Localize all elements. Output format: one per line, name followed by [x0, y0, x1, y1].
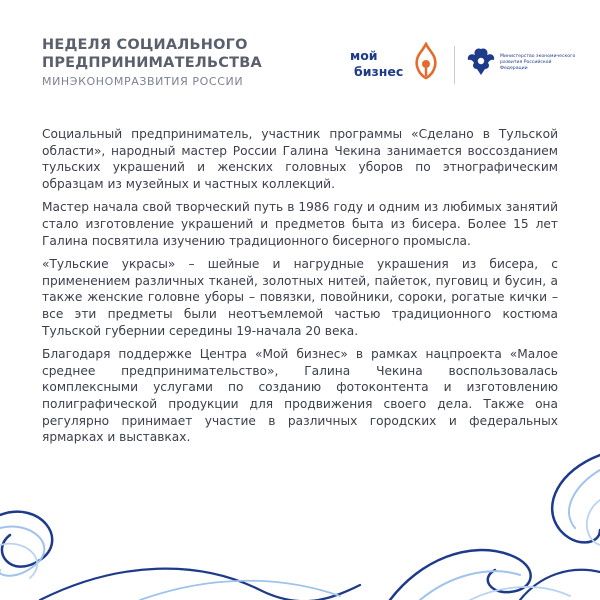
article-paragraph: Мастер начала свой творческий путь в 1986 году и одним из любимых занятий стало изготовление украшений и предметов быта из бисера. Более 15 лет Галина посвятила изучению традиционного бисерного промысла.	[42, 200, 558, 248]
ministry-eagle-emblem-icon	[465, 45, 497, 79]
header-title-line1: НЕДЕЛЯ СОЦИАЛЬНОГО	[42, 37, 248, 53]
header	[42, 36, 262, 88]
moi-biznes-logo-text-top: мой	[350, 48, 378, 63]
moi-biznes-flame-icon	[413, 42, 439, 82]
moi-biznes-logo-text-bottom: бизнес	[354, 64, 404, 79]
header-subtitle: МИНЭКОНОМРАЗВИТИЯ РОССИИ	[42, 75, 244, 88]
ministry-name: Министерство экономического развития Российской Федерации	[500, 54, 576, 71]
article-paragraph: Социальный предприниматель, участник программы «Сделано в Тульской области», народный мастер России Галина Чекина занимается воссозданием тульских украшений и женских головных уборов по этнографическим образцам из музейных и частных коллекций.	[42, 127, 558, 191]
header-title-line2: ПРЕДПРИНИМАТЕЛЬСТВА	[42, 55, 262, 71]
logos	[350, 40, 580, 90]
logo-separator	[454, 46, 455, 84]
article-paragraph: «Тульские украсы» – шейные и нагрудные украшения из бисера, с применением различных тканей, золотных нитей, пайеток, пуговиц и бусин, а также женские головне уборы – повязки, повойники, сороки, рогатые кички – все эти предметы были неотъемлемой частью традиционного костюма Тульской губернии середины 19-начала 20 века.	[42, 257, 558, 338]
article-paragraph: Благодаря поддержке Центра «Мой бизнес» в рамках нацпроекта «Малое среднее предпринимательство», Галина Чекина воспользовалась комплексными услугами по созданию фотоконтента и изготовлению полиграфической продукции для продвижения своего дела. Также она регулярно принимает участие в различных городских и федеральных ярмарках и выставках.	[42, 347, 558, 445]
article-body	[42, 126, 558, 453]
